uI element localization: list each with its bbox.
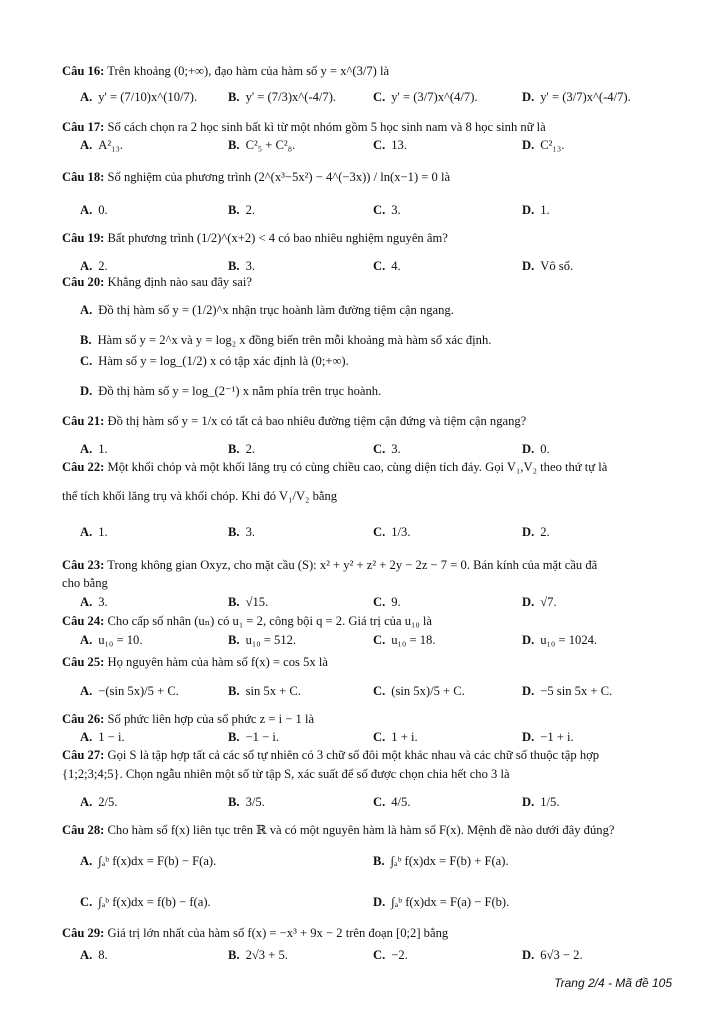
question-stem: Số phức liên hợp của số phức z = i − 1 là (107, 712, 315, 726)
question-label: Câu 25: (62, 655, 105, 669)
question-label: Câu 28: (62, 823, 105, 837)
question-label: Câu 27: (62, 748, 105, 762)
option-b: B. 2. (228, 203, 256, 217)
option-c: C. 3. (373, 203, 401, 217)
question-stem: Cho hàm số f(x) liên tục trên ℝ và có một nguyên hàm là hàm số F(x). Mệnh đề nào dưới đây đúng? (107, 823, 615, 837)
option-d: D. ∫ₐᵇ f(x)dx = F(a) − F(b). (373, 895, 510, 909)
option-b: B. 3. (228, 259, 256, 273)
option-d: D. y' = (3/7)x^(-4/7). (522, 90, 631, 104)
option-c: C. 13. (373, 138, 407, 152)
option-d: D. 1. (522, 203, 550, 217)
option-a: A. 1. (80, 525, 108, 539)
option-a: A. 1. (80, 442, 108, 456)
option-d: D. −1 + i. (522, 730, 574, 744)
question-21 (62, 412, 674, 430)
option-b: B. Hàm số y = 2^x và y = log₂ x đồng biến trên mỗi khoảng mà hàm số xác định. (80, 333, 492, 347)
question-label: Câu 20: (62, 275, 105, 289)
option-c: C. (sin 5x)/5 + C. (373, 684, 465, 698)
option-d: D. Vô số. (522, 259, 574, 273)
question-stem: Họ nguyên hàm của hàm số f(x) = cos 5x là (107, 655, 328, 669)
question-label: Câu 16: (62, 64, 105, 78)
question-label: Câu 19: (62, 231, 105, 245)
option-b: B. ∫ₐᵇ f(x)dx = F(b) + F(a). (373, 854, 509, 868)
option-d: D. u₁₀ = 1024. (522, 633, 598, 647)
option-a: A. 1 − i. (80, 730, 125, 744)
option-c: C. 9. (373, 595, 401, 609)
question-stem: Số nghiệm của phương trình (2^(x³−5x²) − 4^(−3x)) / ln(x−1) = 0 là (107, 170, 451, 184)
question-27-continued: {1;2;3;4;5}. Chọn ngẫu nhiên một số từ tập S, xác suất để số được chọn chia hết cho 3 là (62, 767, 510, 781)
option-d: D. 2. (522, 525, 550, 539)
question-17 (62, 118, 674, 136)
option-b: B. √15. (228, 595, 269, 609)
question-stem: Giá trị lớn nhất của hàm số f(x) = −x³ + 9x − 2 trên đoạn [0;2] bằng (107, 926, 449, 940)
option-c: C. 1 + i. (373, 730, 418, 744)
question-24 (62, 612, 674, 630)
question-stem: Trên khoảng (0;+∞), đạo hàm của hàm số y = x^(3/7) là (107, 64, 390, 78)
question-26 (62, 710, 674, 728)
question-22 (62, 458, 674, 476)
option-d: D. Đồ thị hàm số y = log_(2⁻¹) x nằm phía trên trục hoành. (80, 384, 382, 398)
option-a: A. 2. (80, 259, 108, 273)
option-b: B. 3. (228, 525, 256, 539)
option-d: D. 6√3 − 2. (522, 948, 583, 962)
option-c: C. 1/3. (373, 525, 411, 539)
option-b: B. u₁₀ = 512. (228, 633, 297, 647)
option-c: C. −2. (373, 948, 408, 962)
option-d: D. √7. (522, 595, 557, 609)
page-footer: Trang 2/4 - Mã đề 105 (554, 976, 672, 990)
option-c: C. u₁₀ = 18. (373, 633, 436, 647)
question-16 (62, 62, 674, 80)
option-a: A. y' = (7/10)x^(10/7). (80, 90, 198, 104)
option-a: A. u₁₀ = 10. (80, 633, 143, 647)
option-d: D. 0. (522, 442, 550, 456)
question-stem: Trong không gian Oxyz, cho mặt cầu (S): x² + y² + z² + 2y − 2z − 7 = 0. Bán kính của mặt cầu đã (107, 558, 598, 572)
option-c: C. 4. (373, 259, 401, 273)
option-c: C. y' = (3/7)x^(4/7). (373, 90, 478, 104)
question-stem: Gọi S là tập hợp tất cả các số tự nhiên có 3 chữ số đôi một khác nhau và các chữ số thuộc tập hợp (107, 748, 600, 762)
option-b: B. −1 − i. (228, 730, 280, 744)
question-label: Câu 21: (62, 414, 105, 428)
option-b: B. 3/5. (228, 795, 265, 809)
option-a: A. A²₁₃. (80, 138, 124, 152)
question-label: Câu 18: (62, 170, 105, 184)
question-label: Câu 26: (62, 712, 105, 726)
option-b: B. y' = (7/3)x^(-4/7). (228, 90, 337, 104)
question-label: Câu 17: (62, 120, 105, 134)
question-stem: Một khối chóp và một khối lăng trụ có cùng chiều cao, cùng diện tích đáy. Gọi V₁,V₂ theo thứ tự là (107, 460, 608, 474)
option-c: C. ∫ₐᵇ f(x)dx = f(b) − f(a). (80, 895, 211, 909)
option-d: D. C²₁₃. (522, 138, 565, 152)
question-18 (62, 168, 674, 186)
option-a: A. 8. (80, 948, 108, 962)
question-27 (62, 746, 674, 764)
option-c: C. 4/5. (373, 795, 411, 809)
question-label: Câu 22: (62, 460, 105, 474)
option-b: B. sin 5x + C. (228, 684, 301, 698)
question-stem: Bất phương trình (1/2)^(x+2) < 4 có bao nhiêu nghiệm nguyên âm? (107, 231, 448, 245)
option-c: C. Hàm số y = log_(1/2) x có tập xác định là (0;+∞). (80, 354, 349, 368)
question-label: Câu 29: (62, 926, 105, 940)
question-stem: Khẳng định nào sau đây sai? (107, 275, 252, 289)
question-28 (62, 821, 674, 839)
question-stem: Số cách chọn ra 2 học sinh bất kì từ một nhóm gồm 5 học sinh nam và 8 học sinh nữ là (107, 120, 546, 134)
question-label: Câu 24: (62, 614, 105, 628)
question-19 (62, 229, 674, 247)
option-d: D. 1/5. (522, 795, 560, 809)
question-23-continued: cho bằng (62, 576, 108, 590)
option-b: B. 2. (228, 442, 256, 456)
question-23 (62, 556, 674, 574)
option-c: C. 3. (373, 442, 401, 456)
question-20 (62, 273, 674, 291)
option-a: A. 2/5. (80, 795, 118, 809)
option-d: D. −5 sin 5x + C. (522, 684, 613, 698)
question-29 (62, 924, 674, 942)
question-25 (62, 653, 674, 671)
question-stem: Đồ thị hàm số y = 1/x có tất cả bao nhiêu đường tiệm cận đứng và tiệm cận ngang? (107, 414, 527, 428)
option-a: A. Đồ thị hàm số y = (1/2)^x nhận trục hoành làm đường tiệm cận ngang. (80, 303, 454, 317)
question-22-continued: thể tích khối lăng trụ và khối chóp. Khi đó V₁/V₂ bằng (62, 489, 338, 503)
option-a: A. −(sin 5x)/5 + C. (80, 684, 179, 698)
option-a: A. 0. (80, 203, 108, 217)
option-b: B. C²₅ + C²₈. (228, 138, 296, 152)
option-a: A. 3. (80, 595, 108, 609)
question-label: Câu 23: (62, 558, 105, 572)
question-stem: Cho cấp số nhân (uₙ) có u₁ = 2, công bội q = 2. Giá trị của u₁₀ là (107, 614, 433, 628)
option-a: A. ∫ₐᵇ f(x)dx = F(b) − F(a). (80, 854, 217, 868)
option-b: B. 2√3 + 5. (228, 948, 288, 962)
